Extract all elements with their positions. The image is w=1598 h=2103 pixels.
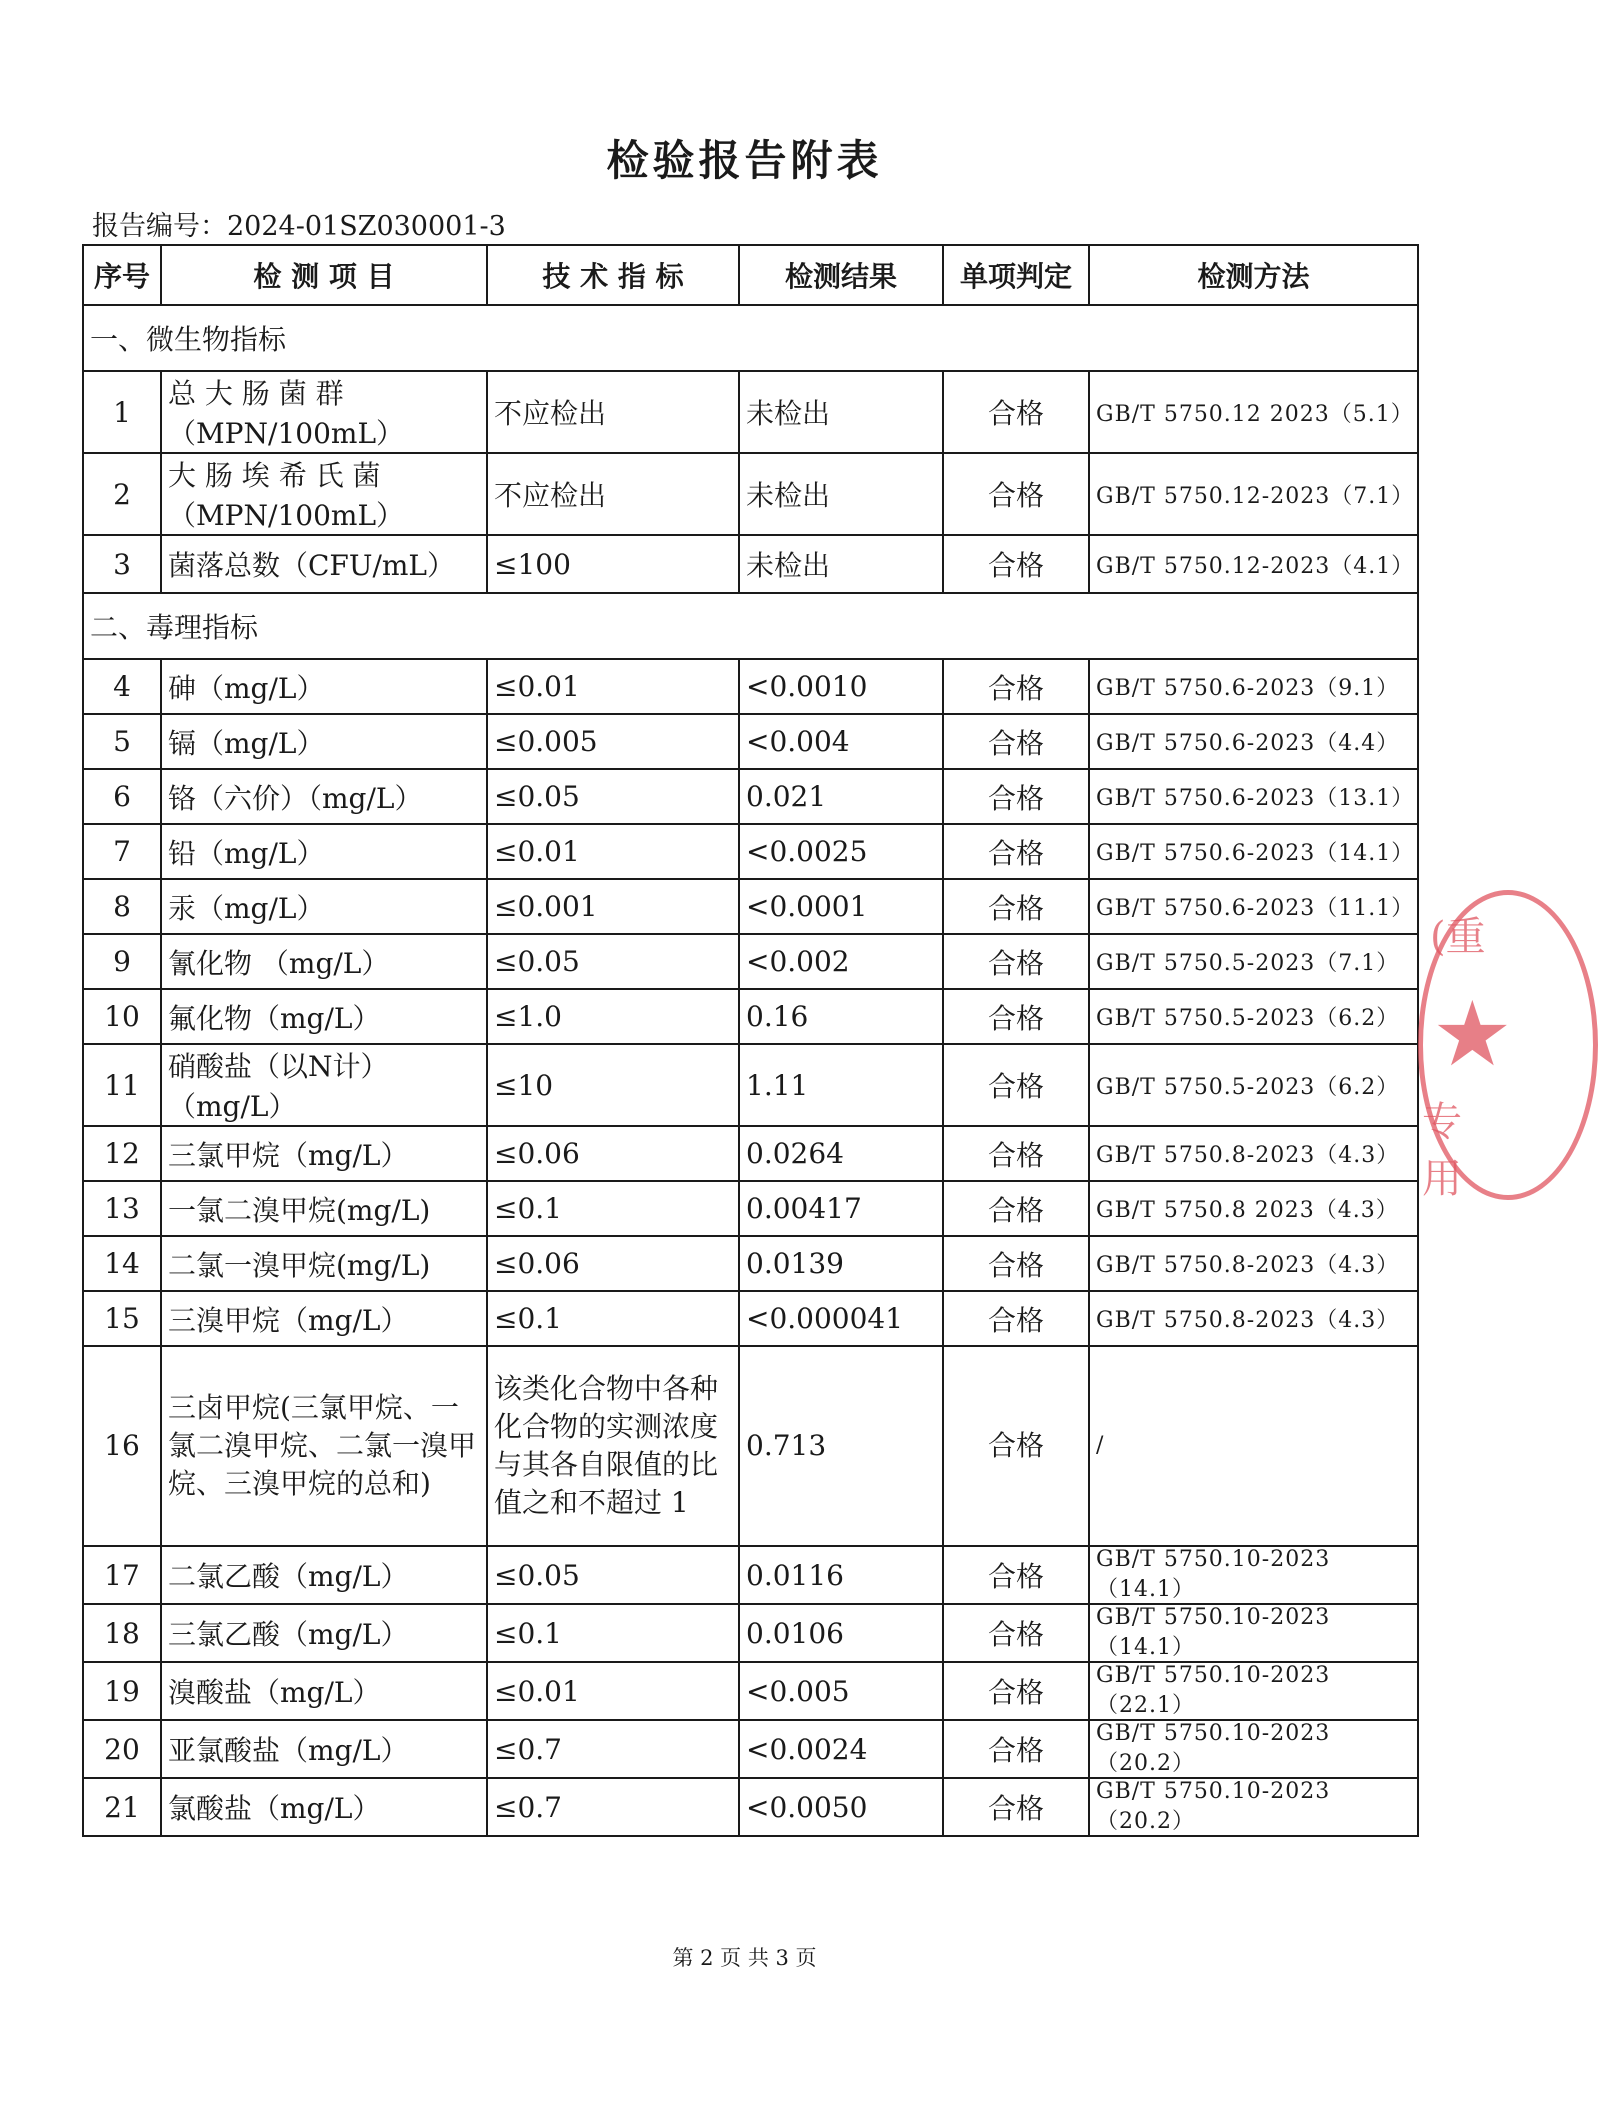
row-item: 三溴甲烷（mg/L） [161,1291,487,1346]
row-judgement: 合格 [943,1126,1089,1181]
row-standard: ≤0.1 [487,1604,739,1662]
header-result: 检测结果 [739,245,943,305]
row-item: 镉（mg/L） [161,714,487,769]
row-item: 大 肠 埃 希 氏 菌（MPN/100mL） [161,453,487,535]
row-method: / [1089,1346,1418,1546]
row-method: GB/T 5750.12 2023（5.1） [1089,371,1418,453]
row-result: 未检出 [739,371,943,453]
row-judgement: 合格 [943,1720,1089,1778]
results-table [82,244,1419,1837]
row-result: 0.0116 [739,1546,943,1604]
row-number: 6 [83,769,161,824]
row-standard: ≤0.05 [487,1546,739,1604]
row-standard: ≤0.1 [487,1291,739,1346]
row-judgement: 合格 [943,1604,1089,1662]
row-method: GB/T 5750.6-2023（13.1） [1089,769,1418,824]
row-result: <0.005 [739,1662,943,1720]
row-method: GB/T 5750.8-2023（4.3） [1089,1236,1418,1291]
row-judgement: 合格 [943,1236,1089,1291]
header-item: 检 测 项 目 [161,245,487,305]
table-row [83,1546,1418,1604]
row-judgement: 合格 [943,1044,1089,1126]
row-standard: ≤1.0 [487,989,739,1044]
row-standard: ≤0.01 [487,1662,739,1720]
row-method: GB/T 5750.6-2023（4.4） [1089,714,1418,769]
row-standard: ≤0.005 [487,714,739,769]
seal-text-bottom: 专用 [1422,1099,1462,1202]
row-item: 二氯一溴甲烷(mg/L) [161,1236,487,1291]
row-standard: ≤0.05 [487,934,739,989]
table-row [83,1236,1418,1291]
row-item: 一氯二溴甲烷(mg/L) [161,1181,487,1236]
row-number: 9 [83,934,161,989]
row-result: 0.00417 [739,1181,943,1236]
row-standard: ≤0.06 [487,1236,739,1291]
row-standard: ≤0.001 [487,879,739,934]
table-row [83,714,1418,769]
header-standard: 技 术 指 标 [487,245,739,305]
row-item: 三卤甲烷(三氯甲烷、一氯二溴甲烷、二氯一溴甲烷、三溴甲烷的总和) [161,1346,487,1546]
row-judgement: 合格 [943,1291,1089,1346]
row-result: 0.021 [739,769,943,824]
row-judgement: 合格 [943,1181,1089,1236]
table-row [83,769,1418,824]
document-title: 检验报告附表 [606,136,883,185]
table-row [83,1778,1418,1836]
page-footer: 第 2 页 共 3 页 [672,1946,817,1970]
report-number: 报告编号：2024-01SZ030001-3 [92,211,506,242]
row-judgement: 合格 [943,714,1089,769]
row-judgement: 合格 [943,824,1089,879]
row-item: 亚氯酸盐（mg/L） [161,1720,487,1778]
row-item: 铬（六价）（mg/L） [161,769,487,824]
row-standard: ≤0.01 [487,659,739,714]
row-item: 氟化物（mg/L） [161,989,487,1044]
row-standard: ≤0.01 [487,824,739,879]
header-no: 序号 [83,245,161,305]
row-number: 11 [83,1044,161,1126]
row-judgement: 合格 [943,371,1089,453]
row-result: <0.000041 [739,1291,943,1346]
table-row [83,934,1418,989]
row-number: 17 [83,1546,161,1604]
table-row [83,1662,1418,1720]
row-number: 13 [83,1181,161,1236]
row-method: GB/T 5750.10-2023（14.1） [1089,1546,1418,1604]
row-method: GB/T 5750.8-2023（4.3） [1089,1291,1418,1346]
row-number: 20 [83,1720,161,1778]
row-standard: ≤0.05 [487,769,739,824]
row-standard: 不应检出 [487,371,739,453]
row-result: 未检出 [739,535,943,593]
row-method: GB/T 5750.6-2023（11.1） [1089,879,1418,934]
row-result: <0.0001 [739,879,943,934]
row-judgement: 合格 [943,989,1089,1044]
row-result: 0.0264 [739,1126,943,1181]
row-method: GB/T 5750.10-2023（20.2） [1089,1720,1418,1778]
row-number: 12 [83,1126,161,1181]
table-row [83,1126,1418,1181]
header-judge: 单项判定 [943,245,1089,305]
header-method: 检测方法 [1089,245,1418,305]
row-number: 4 [83,659,161,714]
row-item: 铅（mg/L） [161,824,487,879]
row-method: GB/T 5750.5-2023（7.1） [1089,934,1418,989]
row-standard: ≤10 [487,1044,739,1126]
table-header-row [83,245,1418,305]
row-result: <0.0025 [739,824,943,879]
row-result: <0.004 [739,714,943,769]
seal-star-icon: ★ [1432,982,1513,1087]
table-row [83,453,1418,535]
row-method: GB/T 5750.10-2023（14.1） [1089,1604,1418,1662]
row-method: GB/T 5750.5-2023（6.2） [1089,989,1418,1044]
row-item: 二氯乙酸（mg/L） [161,1546,487,1604]
row-result: 1.11 [739,1044,943,1126]
row-result: <0.002 [739,934,943,989]
table-row [83,1181,1418,1236]
row-item: 三氯乙酸（mg/L） [161,1604,487,1662]
row-judgement: 合格 [943,1662,1089,1720]
row-number: 5 [83,714,161,769]
section-row-toxic [83,593,1418,659]
row-item: 溴酸盐（mg/L） [161,1662,487,1720]
row-standard: ≤0.7 [487,1720,739,1778]
row-result: <0.0010 [739,659,943,714]
table-row [83,1720,1418,1778]
row-method: GB/T 5750.8-2023（4.3） [1089,1126,1418,1181]
row-number: 10 [83,989,161,1044]
row-number: 15 [83,1291,161,1346]
row-result: <0.0024 [739,1720,943,1778]
row-result: <0.0050 [739,1778,943,1836]
table-row [83,1346,1418,1546]
row-number: 18 [83,1604,161,1662]
row-judgement: 合格 [943,769,1089,824]
row-method: GB/T 5750.12-2023（7.1） [1089,453,1418,535]
row-method: GB/T 5750.5-2023（6.2） [1089,1044,1418,1126]
row-judgement: 合格 [943,659,1089,714]
row-number: 7 [83,824,161,879]
section-title: 一、微生物指标 [83,305,1418,371]
table-row [83,879,1418,934]
seal-text-top: (重 [1430,914,1486,960]
row-judgement: 合格 [943,535,1089,593]
row-method: GB/T 5750.10-2023（22.1） [1089,1662,1418,1720]
row-standard: ≤0.06 [487,1126,739,1181]
row-item: 三氯甲烷（mg/L） [161,1126,487,1181]
row-number: 3 [83,535,161,593]
row-standard: 不应检出 [487,453,739,535]
row-number: 14 [83,1236,161,1291]
table-row [83,1291,1418,1346]
row-judgement: 合格 [943,879,1089,934]
row-standard: ≤0.1 [487,1181,739,1236]
row-judgement: 合格 [943,1546,1089,1604]
row-method: GB/T 5750.12-2023（4.1） [1089,535,1418,593]
table-row [83,535,1418,593]
section-row-micro [83,305,1418,371]
row-judgement: 合格 [943,453,1089,535]
row-result: 0.0139 [739,1236,943,1291]
section-title: 二、毒理指标 [83,593,1418,659]
row-number: 2 [83,453,161,535]
row-method: GB/T 5750.6-2023（14.1） [1089,824,1418,879]
row-item: 砷（mg/L） [161,659,487,714]
row-method: GB/T 5750.8 2023（4.3） [1089,1181,1418,1236]
row-standard: ≤0.7 [487,1778,739,1836]
table-row [83,371,1418,453]
row-standard: ≤100 [487,535,739,593]
row-method: GB/T 5750.6-2023（9.1） [1089,659,1418,714]
row-number: 21 [83,1778,161,1836]
table-row [83,824,1418,879]
row-number: 19 [83,1662,161,1720]
table-row [83,1044,1418,1126]
row-judgement: 合格 [943,1778,1089,1836]
row-result: 0.16 [739,989,943,1044]
row-result: 0.0106 [739,1604,943,1662]
row-standard: 该类化合物中各种化合物的实测浓度与其各自限值的比值之和不超过 1 [487,1346,739,1546]
row-item: 菌落总数（CFU/mL） [161,535,487,593]
row-item: 氯酸盐（mg/L） [161,1778,487,1836]
row-judgement: 合格 [943,934,1089,989]
table-row [83,659,1418,714]
row-result: 未检出 [739,453,943,535]
row-number: 16 [83,1346,161,1546]
row-result: 0.713 [739,1346,943,1546]
row-item: 汞（mg/L） [161,879,487,934]
row-judgement: 合格 [943,1346,1089,1546]
table-row [83,989,1418,1044]
row-number: 1 [83,371,161,453]
row-method: GB/T 5750.10-2023（20.2） [1089,1778,1418,1836]
row-number: 8 [83,879,161,934]
row-item: 硝酸盐（以N计）（mg/L） [161,1044,487,1126]
row-item: 氰化物 （mg/L） [161,934,487,989]
row-item: 总 大 肠 菌 群（MPN/100mL） [161,371,487,453]
table-row [83,1604,1418,1662]
